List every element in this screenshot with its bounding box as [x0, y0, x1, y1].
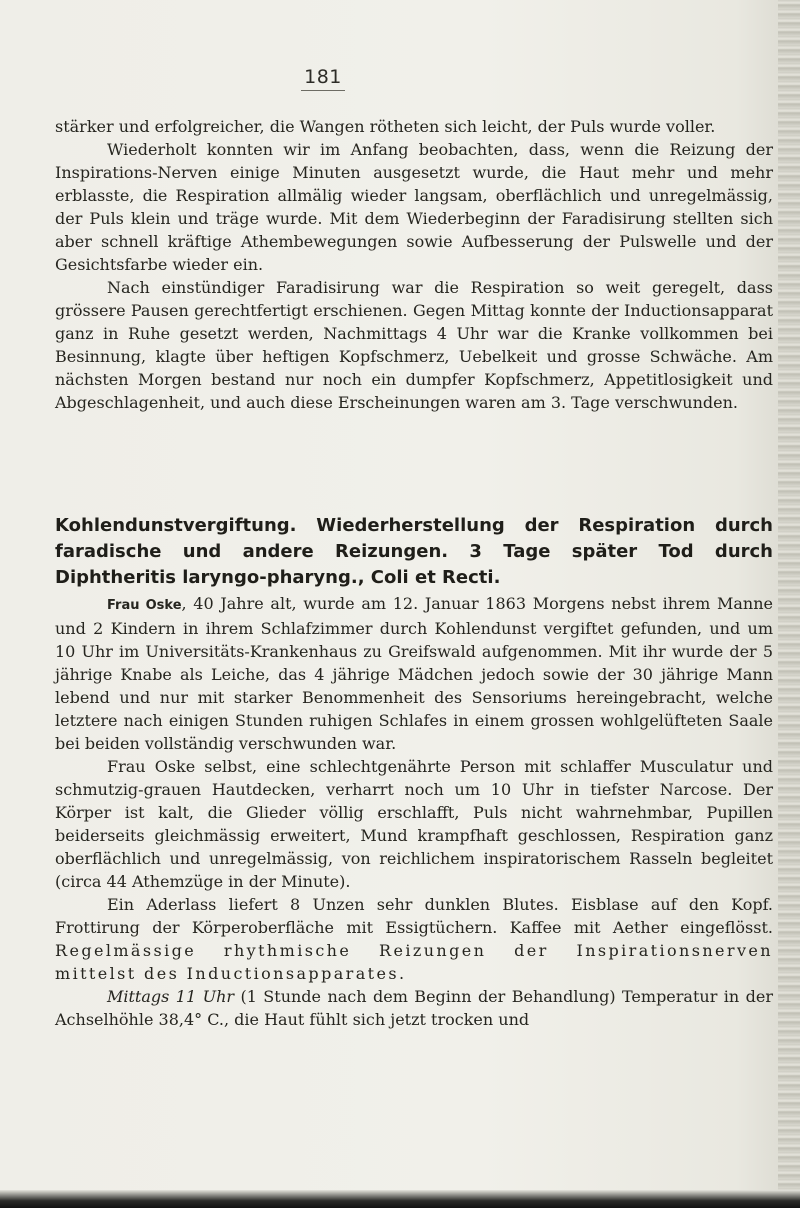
- paragraph: Nach einstündiger Faradisirung war die Respiration so weit geregelt, dass grössere Pausen gerechtfertigt erschienen. Gegen Mittag konnte der Inductionsapparat ganz in Ruhe gesetzt werden, Nachmittags 4 Uhr war die Kranke vollkommen bei Besinnung, klagte über heftigen Kopfschmerz, Uebelkeit und grosse Schwäche. Am nächsten Morgen bestand nur noch ein dumpfer Kopfschmerz, Appetitlosigkeit und Abgeschlagenheit, und auch diese Erscheinungen waren am 3. Tage verschwunden.: [55, 278, 773, 412]
- treatment-text: Ein Aderlass liefert 8 Unzen sehr dunklen Blutes. Eisblase auf den Kopf. Frottirung der Körperoberfläche mit Essigtüchern. Kaffee mit Aether eingeflösst.: [55, 895, 773, 937]
- case-paragraph-treatment: [55, 893, 773, 985]
- scan-bottom-edge: [0, 1190, 800, 1208]
- case-paragraph-intro: [55, 592, 773, 755]
- case-report: [55, 592, 773, 1031]
- case-paragraph: Frau Oske selbst, eine schlechtgenährte Person mit schlaffer Musculatur und schmutzig-grauen Hautdecken, verharrt noch um 10 Uhr in tiefster Narcose. Der Körper ist kalt, die Glieder völlig erschlafft, Puls nicht wahrnehmbar, Pupillen beiderseits gleichmässig erweitert, Mund krampfhaft geschlossen, Respiration ganz oberflächlich und unregelmässig, von reichlichem inspiratorischem Rasseln begleitet (circa 44 Athemzüge in der Minute).: [55, 757, 773, 891]
- patient-name: Frau Oske: [107, 598, 182, 613]
- paragraph-continued: stärker und erfolgreicher, die Wangen rötheten sich leicht, der Puls wurde voller.: [55, 117, 716, 136]
- case-intro-text: , 40 Jahre alt, wurde am 12. Januar 1863 Morgens nebst ihrem Manne und 2 Kindern in ihrem Schlafzimmer durch Kohlendunst vergiftet gefunden, und um 10 Uhr im Universitäts-Krankenhaus zu Greifswald aufgenommen. Mit ihr wurde der 5 jährige Knabe als Leiche, das 4 jährige Mädchen jedoch sowie der 30 jährige Mann lebend und nur mit starker Benommenheit des Sensoriums hereingebracht, welche letztere nach einigen Stunden ruhigen Schlafes in einem grossen wohlgelüfteten Saale bei beiden vollständig verschwunden war.: [55, 594, 774, 753]
- time-label: Mittags 11 Uhr: [107, 987, 235, 1006]
- text-block-top: [55, 115, 773, 414]
- followup-text: (1 Stunde nach dem Beginn der Behandlung) Temperatur in der Achselhöhle 38,4° C., die Haut fühlt sich jetzt trocken und: [55, 987, 773, 1029]
- page-number-rule: [301, 90, 345, 91]
- paragraph: Wiederholt konnten wir im Anfang beobachten, dass, wenn die Reizung der Inspirations-Nerven einige Minuten ausgesetzt wurde, die Haut mehr und mehr erblasste, die Respiration allmälig wieder langsam, oberflächlich und unregelmässig, der Puls klein und träge wurde. Mit dem Wiederbeginn der Faradisirung stellten sich aber schnell kräftige Athembewegungen sowie Aufbesserung der Pulswelle und der Gesichtsfarbe wieder ein.: [55, 140, 773, 274]
- page-number: 181: [304, 66, 342, 88]
- emphasized-text: Regelmässige rhythmische Reizungen der Inspirationsnerven mittelst des Inductionsapparates.: [55, 941, 773, 983]
- section-heading: Kohlendunstvergiftung. Wiederherstellung der Respiration durch faradische und andere Reizungen. 3 Tage später Tod durch Diphtheritis laryngo-pharyng., Coli et Recti.: [55, 515, 773, 588]
- case-paragraph-followup: [55, 985, 773, 1031]
- binding-edge: [778, 0, 800, 1208]
